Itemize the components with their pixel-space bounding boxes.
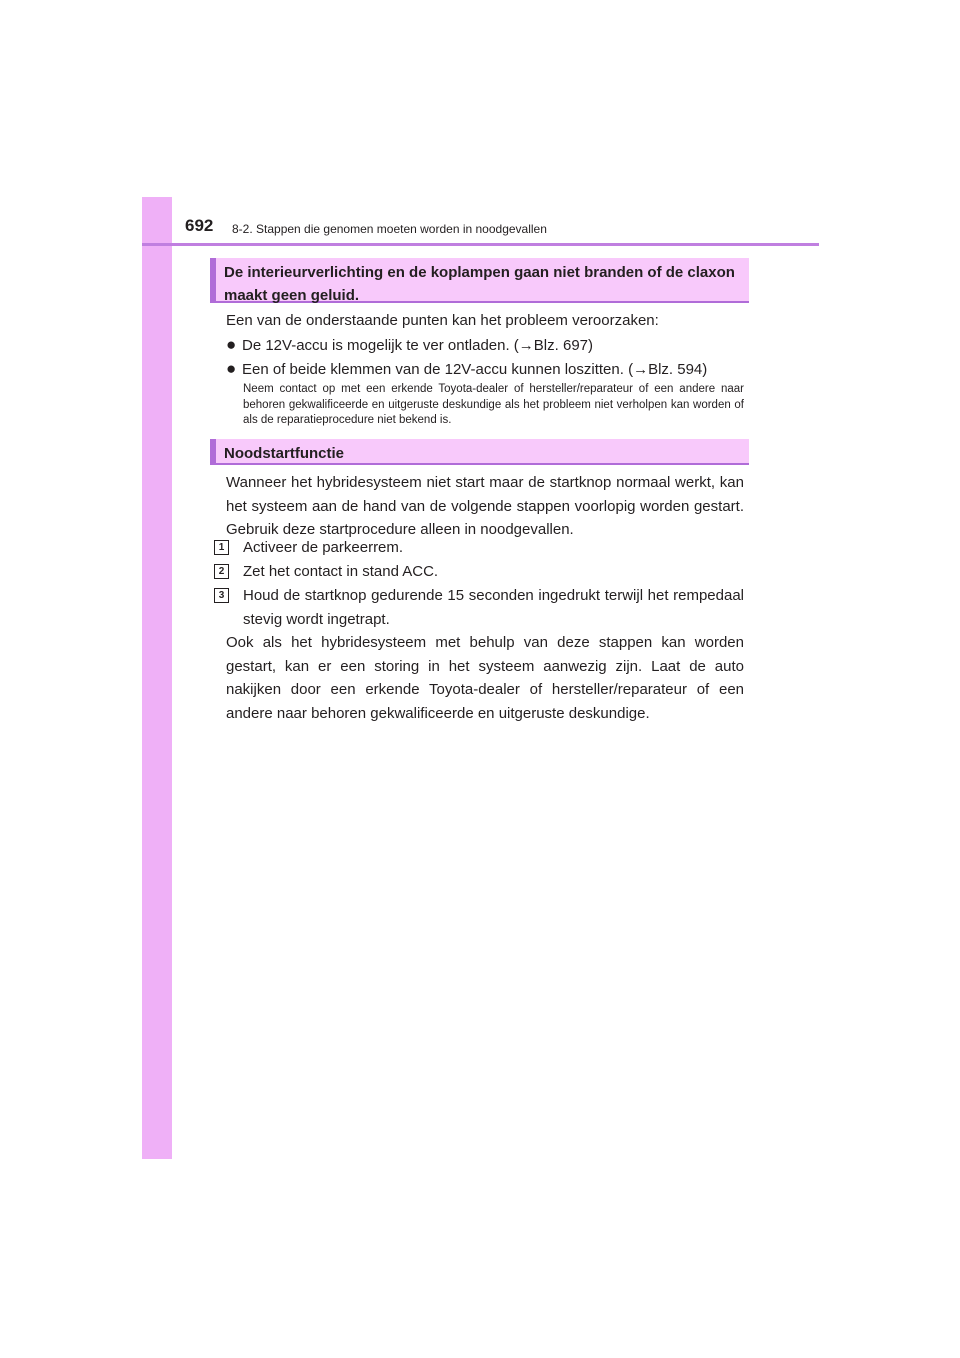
heading-lighting-problem bbox=[210, 258, 749, 303]
step-text: Activeer de parkeerrem. bbox=[243, 539, 404, 556]
list-item bbox=[226, 333, 593, 357]
bullet-icon: ● bbox=[226, 335, 237, 354]
step-text: Houd de startknop gedurende 15 seconden ingedrukt terwijl het rempedaal stevig wordt ingetrapt. bbox=[243, 587, 744, 628]
section-title: 8-2. Stappen die genomen moeten worden in noodgevallen bbox=[232, 222, 547, 236]
bullet-text: De 12V-accu is mogelijk te ver ontladen. (→Blz. 697) bbox=[242, 337, 593, 354]
heading-line-1: De interieurverlichting en de koplampen gaan niet branden of de claxon bbox=[224, 264, 735, 281]
section1-intro: Een van de onderstaande punten kan het probleem veroorzaken: bbox=[226, 312, 659, 329]
sidebar-tab bbox=[142, 197, 172, 1159]
section2-intro: Wanneer het hybridesysteem niet start maar de startknop normaal werkt, kan het systeem aan de hand van de volgende stappen voorlopig worden gestart. Gebruik deze startprocedure alleen in noodgevallen. bbox=[226, 474, 744, 538]
list-item bbox=[226, 357, 707, 381]
step-number-icon: 1 bbox=[214, 540, 229, 555]
header-divider bbox=[142, 243, 819, 246]
heading-line-2: maakt geen geluid. bbox=[224, 287, 360, 304]
heading-emergency-start bbox=[210, 439, 749, 465]
bullet-text: Een of beide klemmen van de 12V-accu kunnen loszitten. (→Blz. 594) bbox=[242, 361, 708, 378]
step-number-icon: 3 bbox=[214, 588, 229, 603]
step-text: Zet het contact in stand ACC. bbox=[243, 563, 439, 580]
bullet-icon: ● bbox=[226, 359, 237, 378]
closing-paragraph: Ook als het hybridesysteem met behulp van deze stappen kan worden gestart, kan er een storing in het systeem aanwezig zijn. Laat de auto nakijken door een erkende Toyota-dealer of hersteller/reparateur of een andere naar behoren gekwalificeerde en uitgeruste deskundige. bbox=[226, 634, 744, 722]
step-number-icon: 2 bbox=[214, 564, 229, 579]
heading-text: Noodstartfunctie bbox=[224, 445, 344, 462]
page-number: 692 bbox=[185, 216, 214, 235]
service-note: Neem contact op met een erkende Toyota-dealer of hersteller/reparateur of een andere naar behoren gekwalificeerde en uitgeruste deskundige als het probleem niet verholpen kan worden of als de reparatieprocedure niet bekend is. bbox=[243, 383, 744, 426]
